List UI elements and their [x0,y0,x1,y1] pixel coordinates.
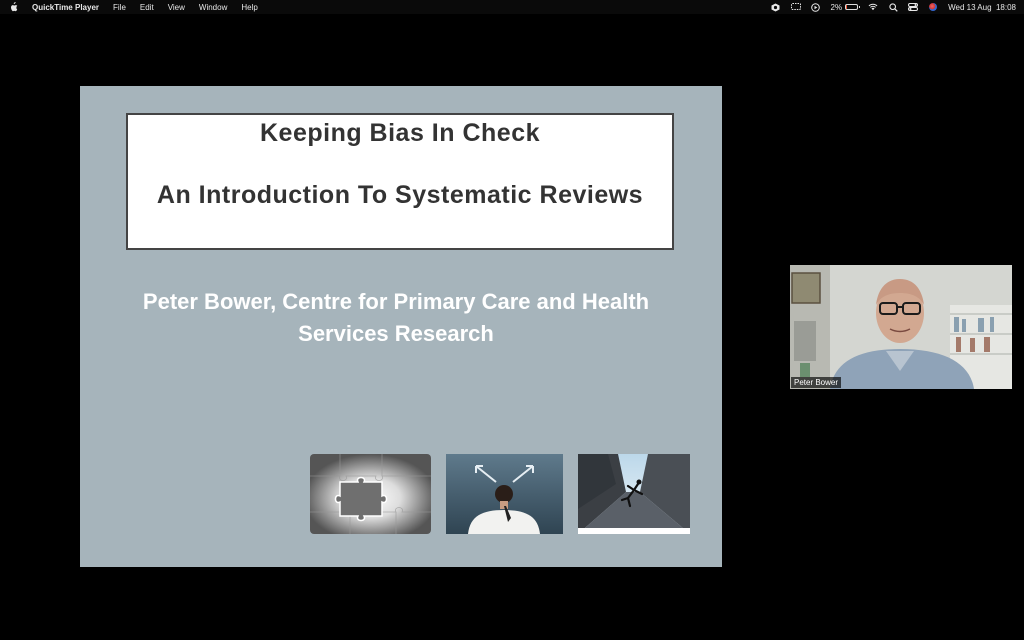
slide-title: Keeping Bias In Check [259,119,541,147]
title-box [126,113,674,250]
screen-record-icon[interactable] [811,3,821,12]
menu-view[interactable]: View [167,2,185,12]
siri-icon[interactable] [928,3,938,12]
screen-mirror-icon[interactable] [791,3,801,12]
app-menu-quicktime[interactable]: QuickTime Player [32,2,99,12]
battery-percent: 2% [830,2,843,12]
falling-man-image [578,454,690,534]
menu-help[interactable]: Help [241,2,258,12]
crossroads-businessman-image [446,454,563,534]
slide-title-secondary: An Introduction To Systematic Reviews [156,181,644,209]
battery-indicator[interactable] [831,3,859,12]
participant-name-tag: Peter Bower [791,377,841,388]
menu-window[interactable]: Window [198,2,228,12]
slide-subtitle: Peter Bower, Centre for Primary Care and Health Services Research [142,289,650,346]
apple-icon[interactable] [8,2,18,12]
menu-bar [0,0,1024,14]
battery-icon [845,4,858,10]
control-center-icon[interactable] [908,3,918,12]
menu-file[interactable]: File [113,2,126,12]
clock[interactable]: Wed 13 Aug 18:08 [948,2,1016,12]
wifi-icon[interactable] [868,3,878,12]
puzzle-piece-image [310,454,431,534]
presentation-slide [80,86,722,567]
participant-video[interactable] [790,265,1012,389]
vpn-icon[interactable] [771,3,781,12]
menu-edit[interactable]: Edit [139,2,154,12]
spotlight-search-icon[interactable] [888,3,898,12]
